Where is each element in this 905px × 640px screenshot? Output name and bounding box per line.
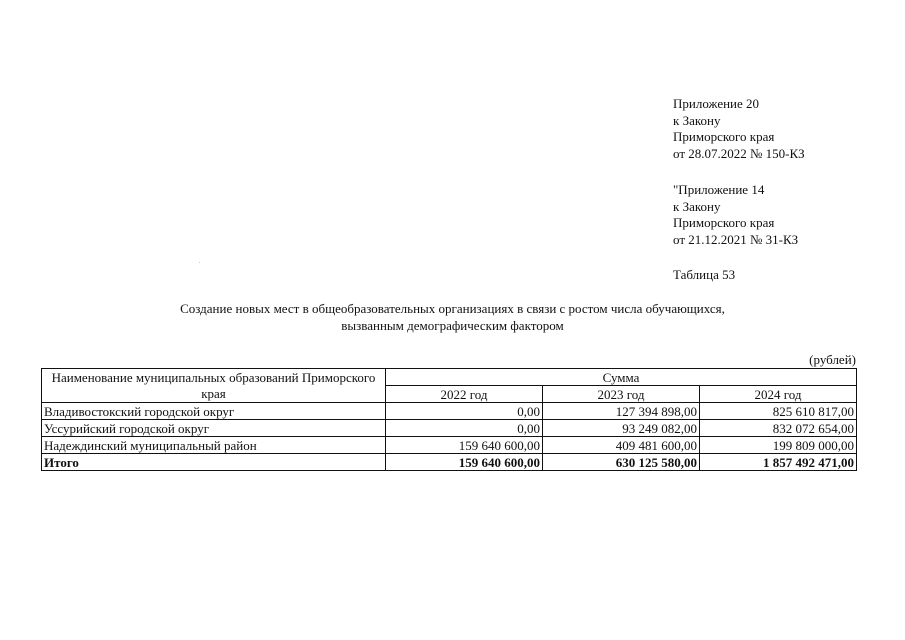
row-value-2024: 199 809 000,00 [700, 437, 857, 454]
table-label: Таблица 53 [673, 267, 736, 282]
table-row [42, 403, 857, 420]
sum-column-header: Сумма [386, 369, 857, 386]
appendix-main-line: от 28.07.2022 № 150-КЗ [673, 145, 805, 161]
title-line-1: Создание новых мест в общеобразовательных организациях в связи с ростом числа обучающихся, [180, 301, 725, 316]
table-row [42, 437, 857, 454]
appendix-amended-line: к Закону [673, 198, 721, 214]
table-total-row [42, 454, 857, 471]
title-line-2: вызванным демографическим фактором [341, 317, 564, 333]
row-value-2023: 409 481 600,00 [543, 437, 700, 454]
row-name: Надеждинский муниципальный район [42, 437, 386, 454]
total-value-2022: 159 640 600,00 [386, 454, 543, 471]
row-value-2022: 159 640 600,00 [386, 437, 543, 454]
document-title [0, 301, 905, 334]
year-header-2024: 2024 год [700, 386, 857, 403]
total-value-2024: 1 857 492 471,00 [700, 454, 857, 471]
row-value-2024: 832 072 654,00 [700, 420, 857, 437]
table-header-row [42, 369, 857, 386]
units-label: (рублей) [809, 352, 856, 367]
name-column-header: Наименование муниципальных образований Приморского края [42, 369, 386, 403]
row-name: Уссурийский городской округ [42, 420, 386, 437]
appendix-amended-line: Приморского края [673, 215, 775, 230]
row-value-2024: 825 610 817,00 [700, 403, 857, 420]
total-name: Итого [42, 454, 386, 471]
table-row [42, 420, 857, 437]
appendix-main-line: Приложение 20 [673, 96, 760, 111]
row-value-2022: 0,00 [386, 403, 543, 420]
scan-speck [199, 262, 200, 263]
total-value-2023: 630 125 580,00 [543, 454, 700, 471]
row-name: Владивостокский городской округ [42, 403, 386, 420]
row-value-2023: 127 394 898,00 [543, 403, 700, 420]
appendix-amended-line: от 21.12.2021 № 31-КЗ [673, 231, 799, 247]
appendix-amended-block [673, 182, 798, 248]
appendix-amended-line: "Приложение 14 [673, 182, 765, 197]
row-value-2022: 0,00 [386, 420, 543, 437]
appendix-main-line: к Закону [673, 112, 721, 128]
appendix-main-block [673, 96, 805, 162]
funding-table [41, 368, 857, 471]
row-value-2023: 93 249 082,00 [543, 420, 700, 437]
year-header-2022: 2022 год [386, 386, 543, 403]
year-header-2023: 2023 год [543, 386, 700, 403]
appendix-main-line: Приморского края [673, 129, 775, 144]
